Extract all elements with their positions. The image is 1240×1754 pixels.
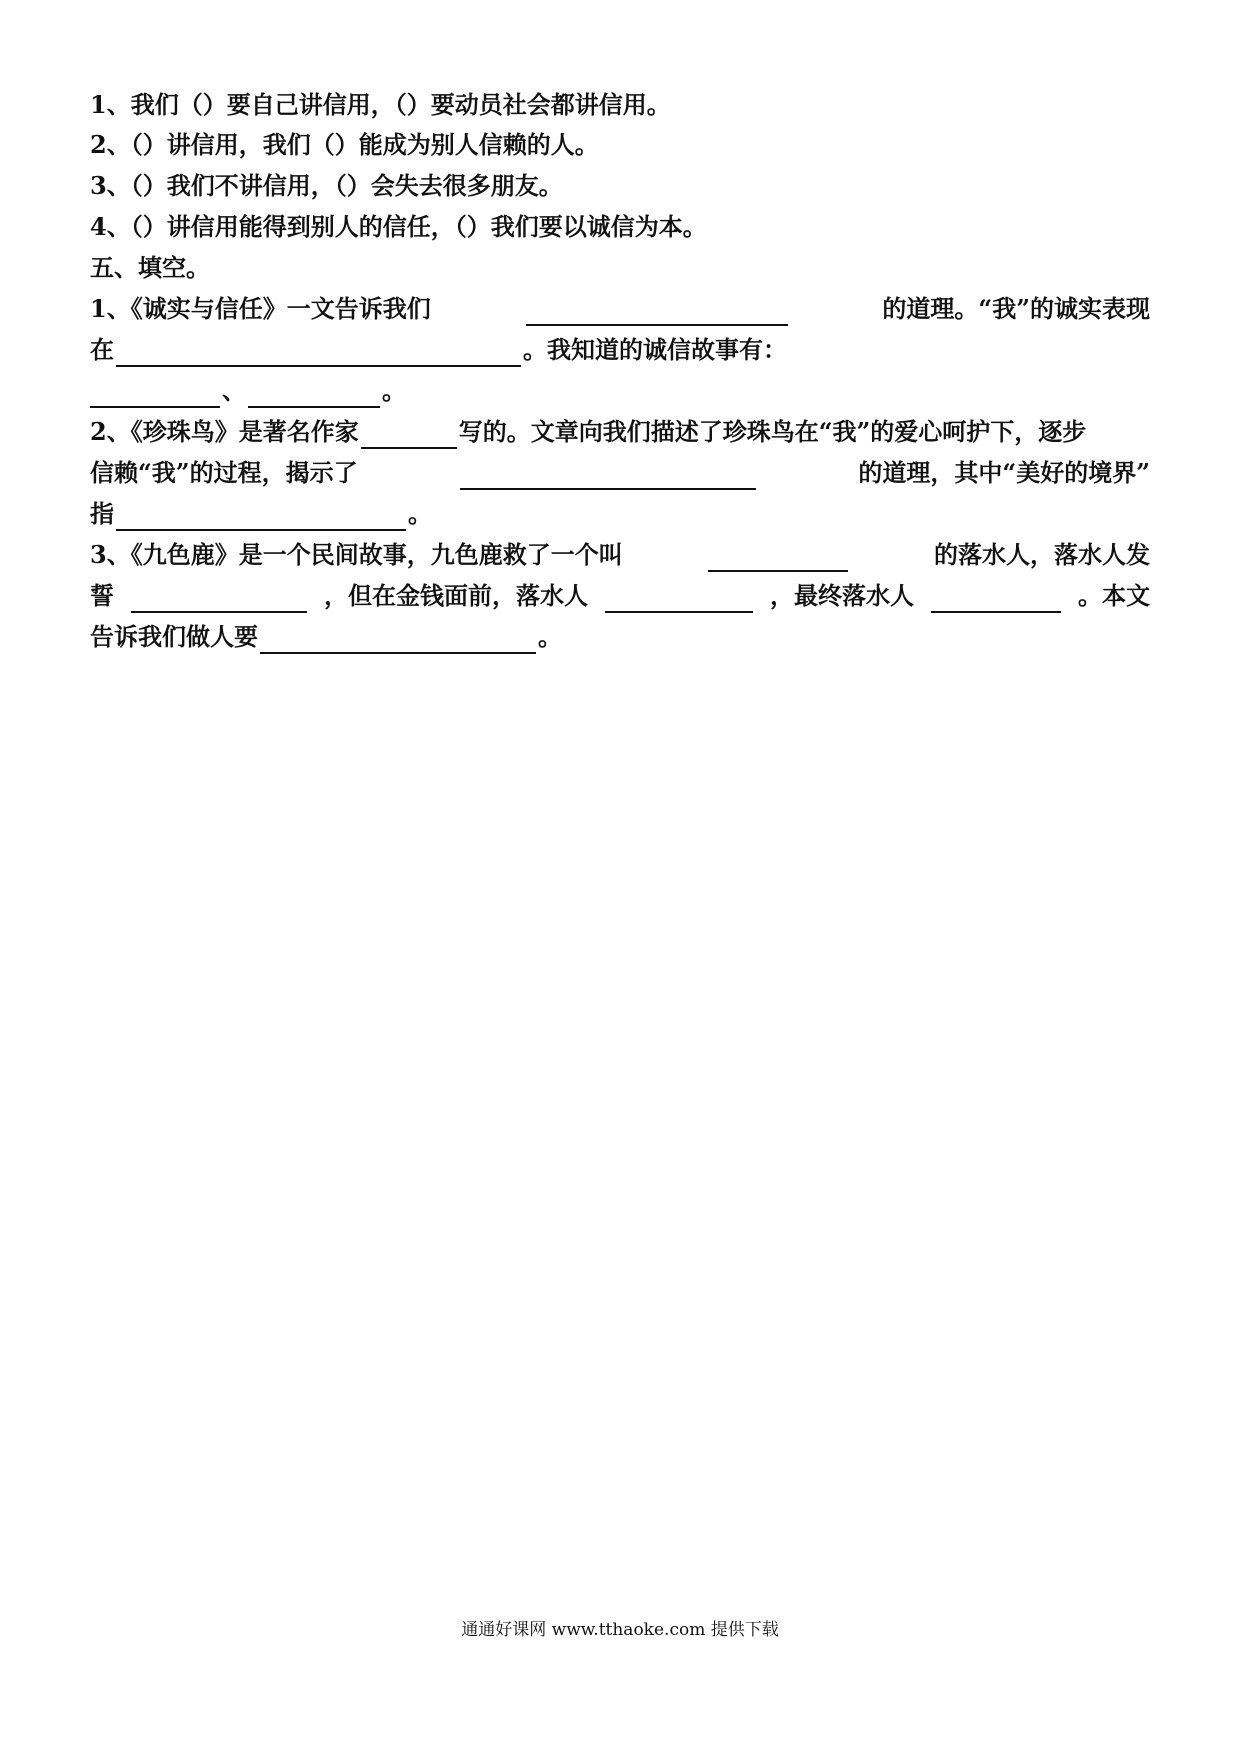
- question-2-line-3: [90, 497, 1150, 531]
- question-3-line-3: [90, 620, 1150, 654]
- answer-blank[interactable]: [361, 421, 457, 449]
- question-1-line-3: [90, 374, 1150, 408]
- question-3-line-1: [90, 538, 1150, 572]
- list-item: [90, 88, 1150, 122]
- q2-text-prefix-3: 指: [90, 499, 114, 528]
- q3-end: 。: [538, 622, 562, 651]
- question-1-line-1: [90, 292, 1150, 326]
- answer-blank[interactable]: [931, 585, 1061, 613]
- question-1-line-2: [90, 333, 1150, 367]
- q1-end: 。: [382, 376, 406, 405]
- page-footer: [0, 1618, 1240, 1642]
- heading-text: 五、填空。: [90, 253, 210, 282]
- answer-blank[interactable]: [248, 380, 380, 408]
- q1-text-mid: 的道理。“我”的诚实表现: [882, 294, 1150, 323]
- item-text: 2、（）讲信用，我们（）能成为别人信赖的人。: [90, 130, 599, 159]
- answer-blank[interactable]: [116, 339, 521, 367]
- q3-text-prefix-2: 誓: [90, 581, 114, 610]
- item-text: 3、（）我们不讲信用，（）会失去很多朋友。: [90, 171, 563, 200]
- q2-text-prefix-2: 信赖“我”的过程，揭示了: [90, 458, 358, 487]
- answer-blank[interactable]: [90, 380, 220, 408]
- question-3-line-2: [90, 579, 1150, 613]
- q3-text-suffix: 的落水人，落水人发: [933, 540, 1150, 569]
- q3-text-prefix: 3、《九色鹿》是一个民间故事，九色鹿救了一个叫: [90, 540, 623, 569]
- answer-blank[interactable]: [260, 626, 536, 654]
- footer-text: 通通好课网 www.tthaoke.com 提供下载: [461, 1620, 779, 1640]
- q1-text-suffix-2: 。我知道的诚信故事有：: [523, 335, 787, 364]
- q1-text-prefix-2: 在: [90, 335, 114, 364]
- question-2-line-2: [90, 456, 1150, 490]
- q2-text-prefix: 2、《珍珠鸟》是著名作家: [90, 417, 359, 446]
- item-text: 1、我们（）要自己讲信用，（）要动员社会都讲信用。: [90, 90, 671, 119]
- answer-blank[interactable]: [460, 462, 756, 490]
- answer-blank[interactable]: [131, 585, 307, 613]
- q2-text-suffix-2: 的道理，其中“美好的境界”: [858, 458, 1150, 487]
- q3-text-mid-1: ，但在金钱面前，落水人: [324, 581, 588, 610]
- answer-blank[interactable]: [116, 503, 406, 531]
- q1-text-prefix: 1、《诚实与信任》一文告诉我们: [90, 294, 431, 323]
- q3-text-suffix-2: 。本文: [1078, 581, 1150, 610]
- answer-blank[interactable]: [605, 585, 753, 613]
- q3-text-prefix-3: 告诉我们做人要: [90, 622, 258, 651]
- section-heading: [90, 251, 1150, 285]
- list-item: [90, 210, 1150, 244]
- item-text: 4、（）讲信用能得到别人的信任，（）我们要以诚信为本。: [90, 212, 707, 241]
- list-item: [90, 128, 1150, 162]
- q2-end: 。: [408, 499, 432, 528]
- q3-text-mid-2: ，最终落水人: [770, 581, 914, 610]
- answer-blank[interactable]: [526, 298, 788, 326]
- question-2-line-1: [90, 415, 1150, 449]
- q1-separator: 、: [222, 376, 246, 405]
- answer-blank[interactable]: [708, 544, 848, 572]
- q2-text-suffix: 写的。文章向我们描述了珍珠鸟在“我”的爱心呵护下，逐步: [458, 417, 1087, 446]
- list-item: [90, 169, 1150, 203]
